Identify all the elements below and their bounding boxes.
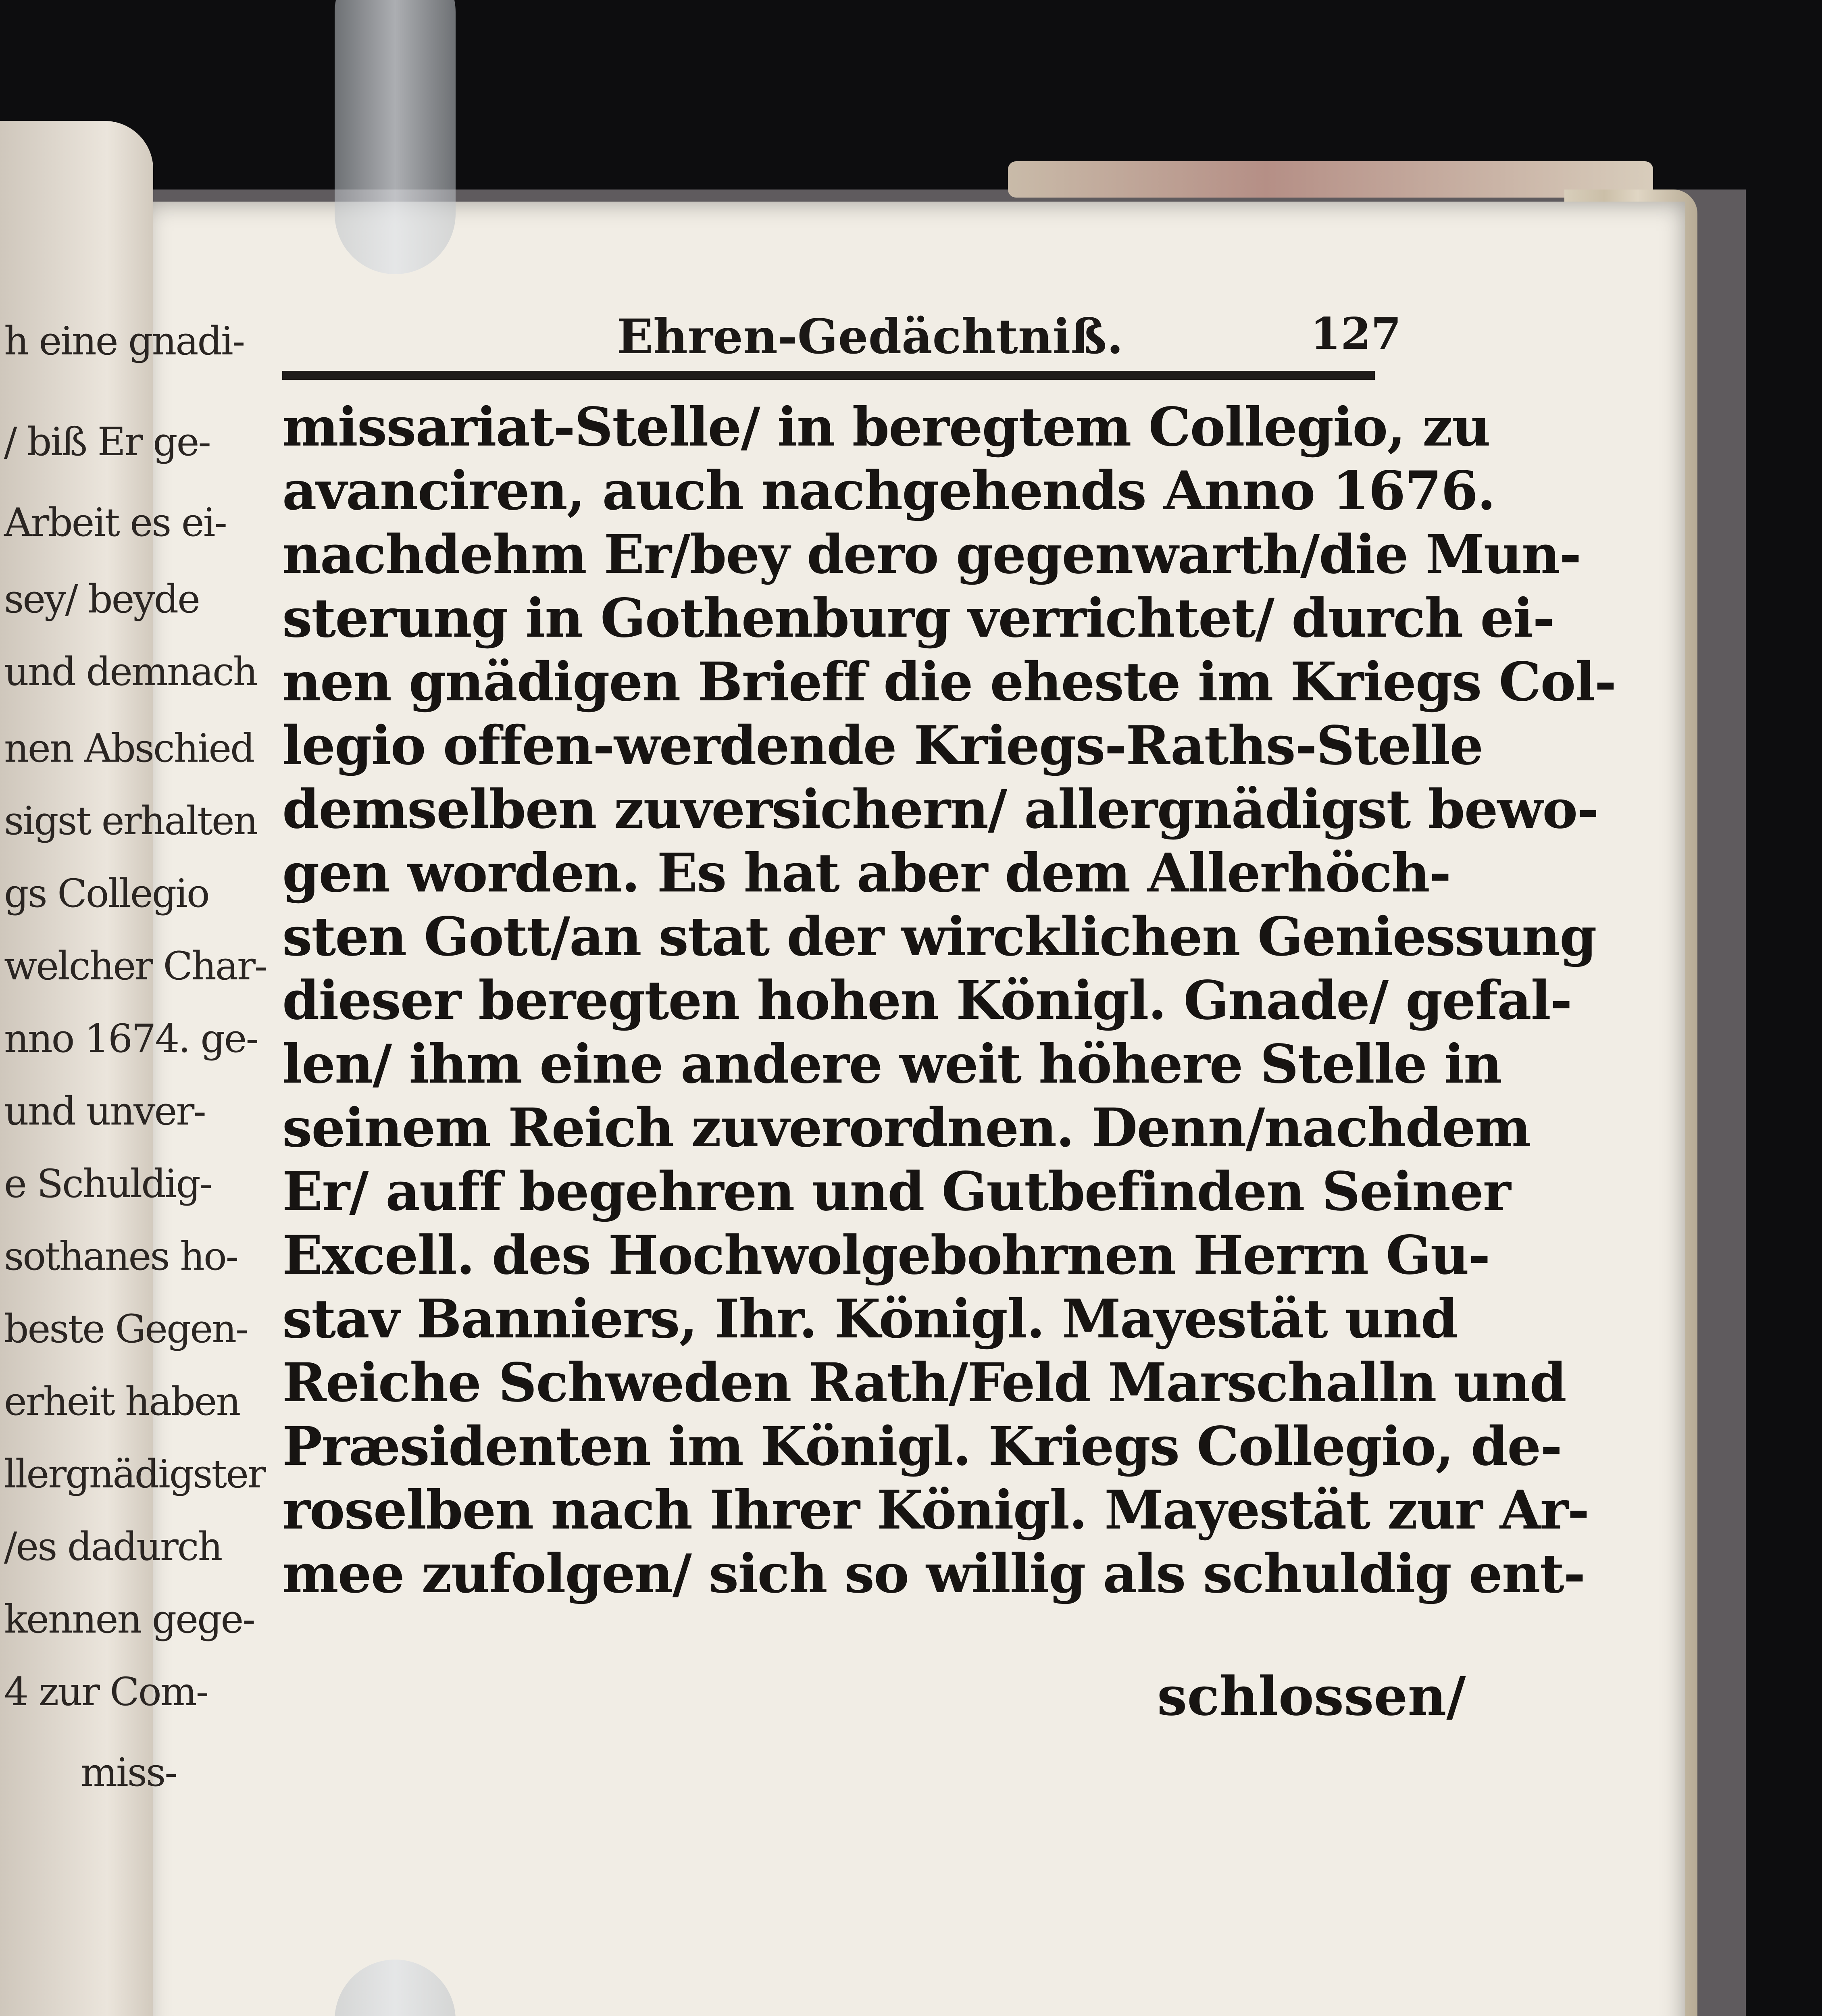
verso-fragment: und demnach — [4, 649, 257, 694]
verso-fragment: h eine gnadi- — [4, 319, 244, 364]
running-head: Ehren-Gedächtniß. — [617, 308, 1124, 364]
verso-fragment: Arbeit es ei- — [4, 500, 226, 545]
text-line: missariat-Stelle/ in beregtem Collegio, zu — [282, 396, 1490, 458]
text-line: dieser beregten hohen Königl. Gnade/ gefal- — [282, 969, 1572, 1032]
text-line: Er/ auff begehren und Gutbefinden Seiner — [282, 1160, 1510, 1223]
text-line: gen worden. Es hat aber dem Allerhöch- — [282, 842, 1451, 904]
text-line: sterung in Gothenburg verrichtet/ durch ei- — [282, 587, 1554, 650]
text-line: Reiche Schweden Rath/Feld Marschalln und — [282, 1352, 1566, 1414]
verso-fragment: welcher Char- — [4, 943, 267, 989]
verso-fragment: gs Collegio — [4, 871, 209, 916]
header-rule — [282, 371, 1375, 380]
verso-fragment: e Schuldig- — [4, 1161, 212, 1206]
verso-fragment: miss- — [81, 1750, 177, 1795]
text-line: Præsidenten im Königl. Kriegs Collegio, de- — [282, 1415, 1562, 1478]
text-line: legio offen-werdende Kriegs-Raths-Stelle — [282, 714, 1483, 777]
text-line: mee zufolgen/ sich so willig als schuldig ent- — [282, 1543, 1585, 1605]
text-line: avanciren, auch nachgehends Anno 1676. — [282, 460, 1495, 522]
text-line: nachdehm Er/bey dero gegenwarth/die Mun- — [282, 523, 1581, 586]
text-line: nen gnädigen Brieff die eheste im Kriegs Col- — [282, 651, 1616, 713]
text-line: sten Gott/an stat der wircklichen Geniessung — [282, 906, 1596, 968]
text-line: seinem Reich zuverordnen. Denn/nachdem — [282, 1097, 1530, 1159]
text-line: demselben zuversichern/ allergnädigst bewo- — [282, 778, 1599, 841]
verso-fragment: 4 zur Com- — [4, 1669, 208, 1714]
verso-fragment: / biß Er ge- — [4, 419, 210, 464]
verso-fragment: beste Gegen- — [4, 1306, 248, 1352]
page-number: 127 — [1310, 308, 1401, 359]
verso-fragment: kennen gege- — [4, 1597, 254, 1642]
catchword: schlossen/ — [1157, 1665, 1466, 1728]
verso-fragment: erheit haben — [4, 1379, 240, 1424]
verso-fragment: sey/ beyde — [4, 577, 199, 622]
text-line: roselben nach Ihrer Königl. Mayestät zur Ar- — [282, 1479, 1589, 1541]
text-line: Excell. des Hochwolgebohrnen Herrn Gu- — [282, 1224, 1490, 1287]
text-line: len/ ihm eine andere weit höhere Stelle in — [282, 1033, 1502, 1095]
verso-fragment: /es dadurch — [4, 1524, 222, 1569]
verso-fragment: llergnädigster — [4, 1452, 265, 1497]
verso-fragment: nen Abschied — [4, 726, 254, 771]
verso-fragment: und unver- — [4, 1089, 205, 1134]
verso-fragment: nno 1674. ge- — [4, 1016, 258, 1061]
text-line: stav Banniers, Ihr. Königl. Mayestät und — [282, 1288, 1458, 1350]
verso-fragment: sigst erhalten — [4, 798, 257, 843]
verso-fragment: sothanes ho- — [4, 1234, 238, 1279]
